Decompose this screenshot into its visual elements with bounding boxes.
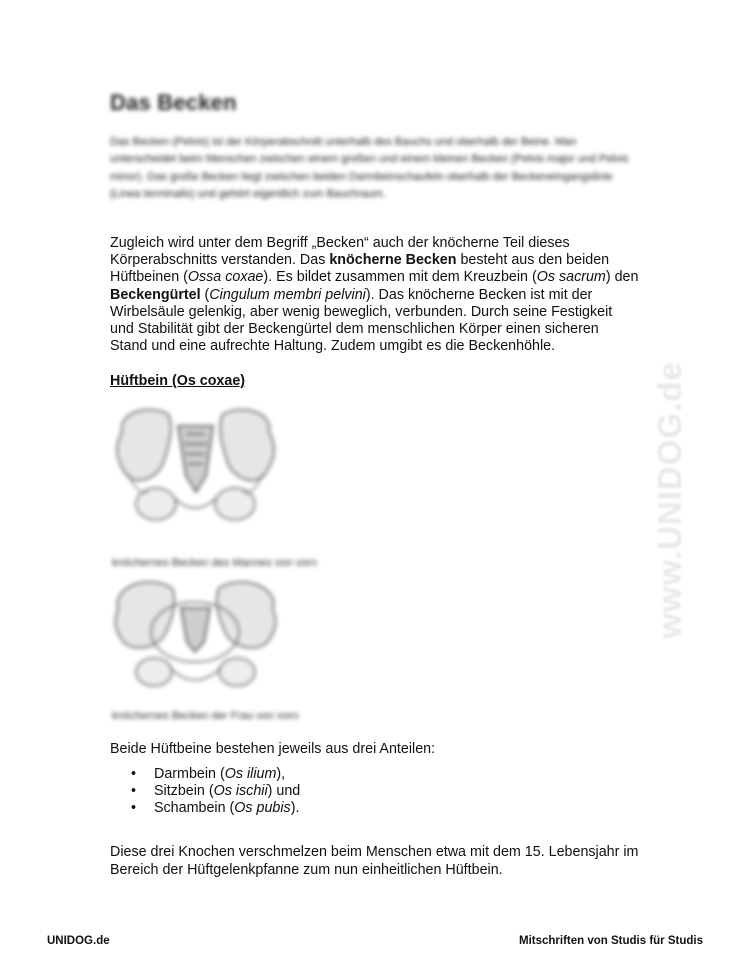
list-item (110, 783, 300, 800)
latin-term: Os sacrum (536, 269, 606, 286)
text-run: ), (276, 766, 286, 782)
bold-term: Beckengürtel (110, 286, 201, 303)
bullet-icon: • (131, 766, 137, 782)
page-title: Das Becken (110, 90, 237, 115)
section-heading: Hüftbein (Os coxae) (110, 373, 246, 389)
text-run: ) und (267, 783, 301, 800)
text-run: Zugleich wird unter dem Begriff „Becken“ auch der knöcherne Teil dieses Körperabschnitts verstanden. Das (110, 235, 570, 269)
female-pelvis-illustration (108, 570, 283, 705)
bullet-icon: • (131, 800, 137, 817)
watermark: www.UNIDOG.de (651, 361, 688, 639)
male-pelvis-illustration (108, 400, 283, 540)
figure-caption-female: knöchernes Becken der Frau von vorn (112, 710, 299, 722)
footer-tagline: Mitschriften von Studis für Studis (518, 935, 703, 947)
bold-term: knöcherne Becken (329, 252, 457, 269)
text-run: ). Es bildet zusammen mit dem Kreuzbein ( (263, 269, 537, 286)
latin-term: Os ischii (213, 783, 268, 800)
closing-paragraph: Diese drei Knochen verschmelzen beim Menschen etwa mit dem 15. Lebensjahr im Bereich der Hüftgelenkpfanne zum nun einheitlichen Hüftbein. (110, 844, 639, 878)
latin-term: Cingulum membri pelvini (209, 286, 366, 303)
text-run: ). (290, 800, 300, 817)
body-paragraph (110, 235, 640, 355)
latin-term: Os ilium (224, 766, 277, 782)
latin-term: Ossa coxae (187, 269, 264, 286)
text-run: ) den (605, 269, 639, 286)
bones-list (110, 766, 300, 818)
intro-paragraph: Das Becken (Pelvis) ist der Körperabschnitt unterhalb des Bauchs und oberhalb der Beine. Man unterscheidet beim Menschen zwischen einem großen und einem kleinen Becken (Pelvis major und Pelvis minor). Das große Becken liegt zwischen beiden Darmbeinschaufeln oberhalb der Beckeneingangslinie (Linea terminalis) und gehört eigentlich zum Bauchraum. (110, 136, 629, 200)
bullet-icon: • (131, 783, 137, 800)
list-item (110, 766, 300, 783)
text-run: ). Das knöcherne Becken ist mit der Wirbelsäule gelenkig, aber wenig beweglich, verbunden. Durch seine Festigkeit und Stabilität gibt der Beckengürtel dem menschlichen Körper einen sicheren Stand und eine aufrechte Haltung. Zudem umgibt es die Beckenhöhle. (110, 286, 613, 355)
list-item (110, 800, 300, 817)
footer-site-link[interactable]: UNIDOG.de (47, 935, 110, 947)
bones-intro-paragraph: Beide Hüftbeine bestehen jeweils aus drei Anteilen: (110, 741, 436, 757)
figure-caption-male: knöchernes Becken des Mannes von vorn (112, 557, 317, 569)
latin-term: Os pubis (234, 800, 291, 817)
text-run: Sitzbein ( (154, 783, 214, 800)
text-run: Darmbein ( (154, 766, 225, 782)
text-run: Schambein ( (154, 800, 235, 817)
text-run: besteht aus den beiden Hüftbeinen ( (110, 252, 610, 286)
text-run: ( (200, 286, 210, 303)
